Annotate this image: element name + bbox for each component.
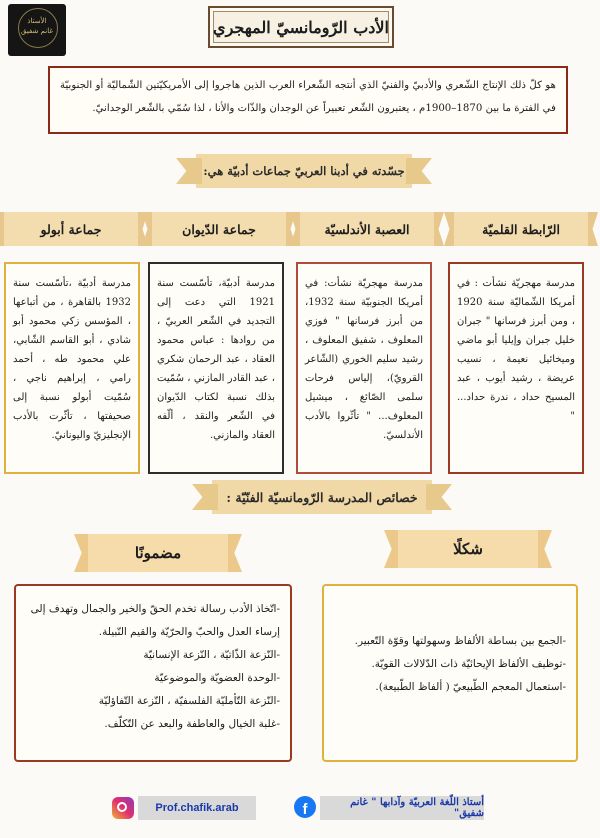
- form-item: -الجمع بين بساطة الألفاظ وسهولتها وقوّة التّعبير.: [354, 635, 566, 647]
- school-head-apollo: جماعة أبولو: [4, 212, 138, 246]
- intro-definition: هو كلّ ذلك الإنتاج الشّعري والأدبيّ والفنيّ الذي أنتجه الشّعراء العرب الذين هاجروا إلى الأمريكيّتين الشّماليّة أو الجنوبيّة في الفترة ما بين 1870–1900م ، يعتبرون الشّعر تعبيراً عن الوجدان والذّات والأنا ، لذا سُمّي بالشّعر الوجدانيّ.: [48, 66, 568, 134]
- content-item: -النّزعة الذّاتيّة ، النّزعة الإنسانيّة: [143, 649, 280, 661]
- logo-line1: الأستاذ: [27, 17, 47, 25]
- school-card-andalusian: مدرسة مهجريّة نشأت: في أمريكا الجنوبيّة سنة 1932، من أبرز فرسانها " فوزي المعلوف ، شفيق المعلوف ، رشيد سليم الخوري (الشّاعر القرويّ)، إلياس فرحات سلمى الصّائغ ، ميشيل المعلوف... " تأثّروا بالأدب الأندلسيّ.: [296, 262, 432, 474]
- school-card-pen-league: مدرسة مهجريّة نشأت : في أمريكا الشّماليّة سنة 1920 ، ومن أبرز فرسانها " جبران خليل جبران وإيليا أبو ماضي وميخائيل نعيمة ، نسيب عريضة ، رشيد أيوب ، عبد المسيح حداد ، ندرة حداد... ": [448, 262, 584, 474]
- content-item: -النّزعة التّأمليّة الفلسفيّة ، النّزعة التّفاؤليّة: [98, 695, 280, 707]
- facebook-page-name[interactable]: أستاذ اللّغة العربيّة وآدابها " غانم شفيق": [320, 796, 484, 820]
- content-features: [14, 584, 292, 762]
- logo: [8, 4, 66, 56]
- school-card-diwan: مدرسة أدبيّة، تأسّست سنة 1921 التي دعت إلى التجديد في الشّعر العربيّ ، من روادها : عباس محمود العقاد ، عبد الرحمان شكري ، عبد القادر المازني ، سُمّيت بذلك نسبة لكتاب الدّيوان في الشّعر والنقد ، ألّفه العقاد والمازني.: [148, 262, 284, 474]
- school-head-diwan: جماعة الدّيوان: [152, 212, 286, 246]
- form-item: -توظيف الألفاظ الإيحائيّة ذات الدّلالات القويّة.: [371, 658, 566, 670]
- school-card-apollo: مدرسة أدبيّة ،تأسّست سنة 1932 بالقاهرة ، من أتباعها ، المؤسس زكي محمود أبو شادي ، أبو القاسم الشّابي، علي محمود طه ، أحمد رامي ، إبراهيم ناجي ، سُمّيت أبولو نسبة إلى صحيفتها ، تأثّرت بالأدب الإنجليزيّ واليونانيّ.: [4, 262, 140, 474]
- features-ribbon: خصائص المدرسة الرّومانسيّة الفنّيّة :: [212, 480, 432, 514]
- logo-line2: غانم شفيق: [21, 27, 53, 35]
- content-item: -اتّخاذ الأدب رسالة تخدم الحقّ والخير والجمال وتهدف إلى إرساء العدل والحبّ والحرّيّة والقيم النّبيلة.: [30, 603, 280, 638]
- instagram-handle[interactable]: Prof.chafik.arab: [138, 796, 256, 820]
- schools-ribbon: جسّدته في أدبنا العربيّ جماعات أدبيّة هي:: [196, 154, 412, 188]
- content-item: -الوحدة العضويّة والموضوعيّة: [154, 672, 280, 684]
- school-head-andalusian: العصبة الأندلسيّة: [300, 212, 434, 246]
- form-features: [322, 584, 578, 762]
- school-head-pen-league: الرّابطة القلميّة: [454, 212, 588, 246]
- content-item: -غلبة الخيال والعاطفة والبعد عن التّكلّف.: [104, 718, 280, 730]
- instagram-icon[interactable]: [112, 797, 134, 819]
- form-heading: شكلًا: [398, 530, 538, 568]
- page-title: الأدب الرّومانسيّ المهجري: [208, 6, 394, 48]
- form-item: -استعمال المعجم الطّبيعيّ ( ألفاظ الطّبيعة).: [375, 681, 566, 693]
- content-heading: مضمونًا: [88, 534, 228, 572]
- facebook-icon[interactable]: f: [294, 796, 316, 818]
